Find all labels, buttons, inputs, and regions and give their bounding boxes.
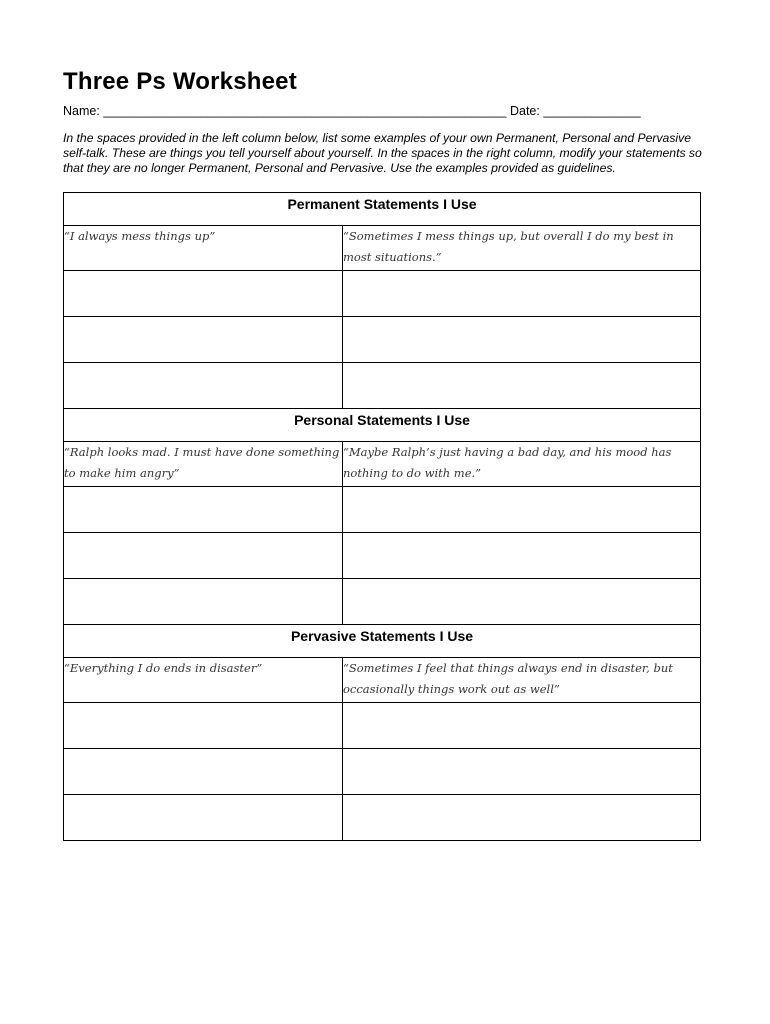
blank-row <box>64 795 701 841</box>
example-statement-left: “I always mess things up” <box>64 226 343 271</box>
example-statement-right: “Sometimes I feel that things always end in disaster, but occasionally things work out as well” <box>343 658 701 703</box>
blank-cell-left[interactable] <box>64 533 343 579</box>
blank-cell-right[interactable] <box>343 317 701 363</box>
blank-cell-left[interactable] <box>64 749 343 795</box>
blank-cell-right[interactable] <box>343 795 701 841</box>
section-heading-permanent: Permanent Statements I Use <box>64 193 701 226</box>
blank-cell-left[interactable] <box>64 487 343 533</box>
section-heading-row <box>64 409 701 442</box>
blank-row <box>64 487 701 533</box>
name-date-line: Name: __________________________________________________________ Date: ______________ <box>63 104 641 118</box>
blank-cell-left[interactable] <box>64 317 343 363</box>
blank-cell-left[interactable] <box>64 579 343 625</box>
blank-cell-left[interactable] <box>64 363 343 409</box>
blank-cell-right[interactable] <box>343 487 701 533</box>
example-row <box>64 658 701 703</box>
example-statement-left: “Everything I do ends in disaster” <box>64 658 343 703</box>
example-statement-right: “Maybe Ralph’s just having a bad day, and his mood has nothing to do with me.” <box>343 442 701 487</box>
blank-cell-right[interactable] <box>343 271 701 317</box>
example-row <box>64 226 701 271</box>
blank-cell-right[interactable] <box>343 579 701 625</box>
section-heading-row <box>64 625 701 658</box>
blank-row <box>64 703 701 749</box>
section-heading-pervasive: Pervasive Statements I Use <box>64 625 701 658</box>
blank-cell-left[interactable] <box>64 271 343 317</box>
instructions: In the spaces provided in the left column below, list some examples of your own Permanent, Personal and Pervasive self-talk. These are things you tell yourself about yourself. In the spaces in the right column, modify your statements so that they are no longer Permanent, Personal and Pervasive. Use the examples provided as guidelines. <box>63 131 702 175</box>
blank-row <box>64 317 701 363</box>
example-row <box>64 442 701 487</box>
blank-row <box>64 533 701 579</box>
blank-row <box>64 579 701 625</box>
blank-cell-left[interactable] <box>64 795 343 841</box>
blank-cell-right[interactable] <box>343 749 701 795</box>
section-heading-row <box>64 193 701 226</box>
blank-cell-right[interactable] <box>343 363 701 409</box>
blank-cell-left[interactable] <box>64 703 343 749</box>
blank-cell-right[interactable] <box>343 533 701 579</box>
blank-row <box>64 749 701 795</box>
section-heading-personal: Personal Statements I Use <box>64 409 701 442</box>
example-statement-left: “Ralph looks mad. I must have done something to make him angry” <box>64 442 343 487</box>
page-title: Three Ps Worksheet <box>63 68 297 95</box>
worksheet-table <box>63 192 701 841</box>
blank-cell-right[interactable] <box>343 703 701 749</box>
example-statement-right: “Sometimes I mess things up, but overall I do my best in most situations.” <box>343 226 701 271</box>
blank-row <box>64 363 701 409</box>
blank-row <box>64 271 701 317</box>
